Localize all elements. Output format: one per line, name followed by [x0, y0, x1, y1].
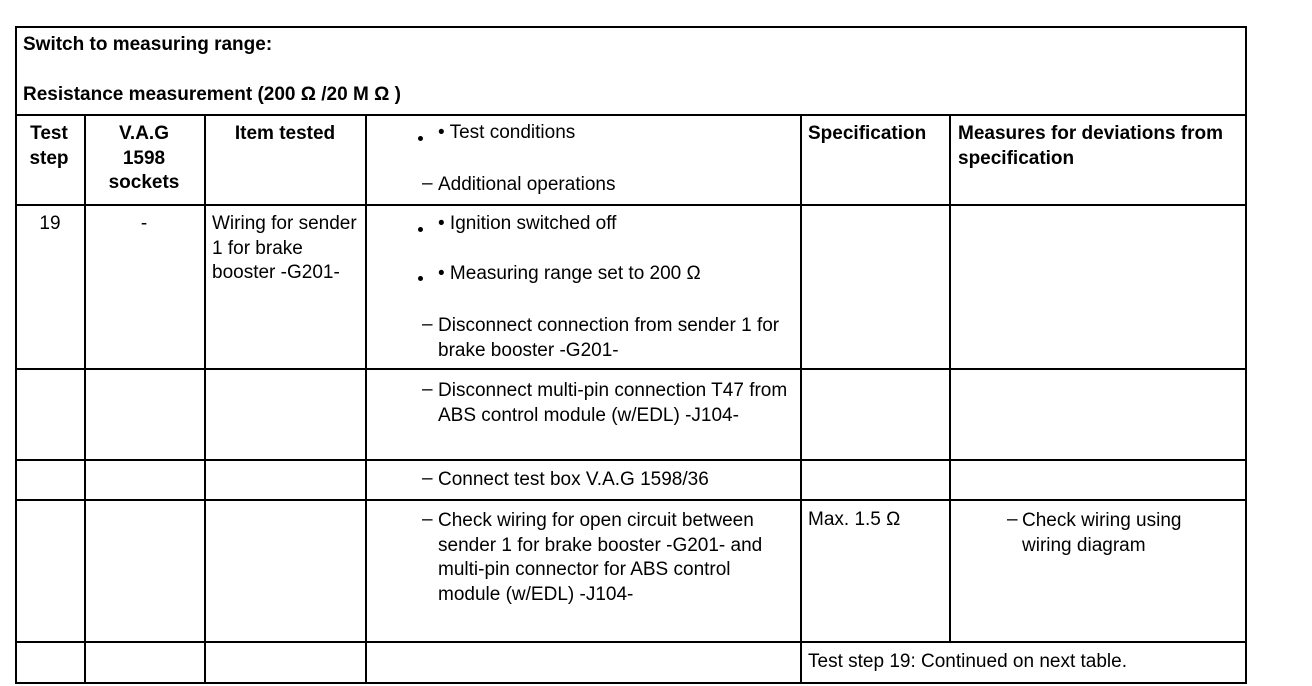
row1-condition-1: • Ignition switched off [438, 213, 617, 234]
header-sockets: V.A.G 1598 sockets [108, 123, 180, 193]
header-measures: Measures for deviations from specification [958, 123, 1224, 169]
row1-condition-2: • Measuring range set to 200 Ω [438, 263, 701, 284]
row2-operation: Disconnect multi-pin connection T47 from ABS control module (w/EDL) -J104- [438, 380, 788, 426]
row1-item-tested: Wiring for sender 1 for brake booster -G201- [212, 213, 357, 283]
column-divider [365, 114, 367, 684]
bullet-dot [418, 227, 423, 232]
header-additional-operations: Additional operations [438, 174, 616, 195]
divider [15, 641, 1247, 643]
continued-note: Test step 19: Continued on next table. [808, 651, 1127, 672]
column-divider [949, 114, 951, 642]
bullet-dot [418, 276, 423, 281]
row1-operation: Disconnect connection from sender 1 for brake booster -G201- [438, 315, 780, 361]
divider [15, 368, 1247, 370]
row4-specification: Max. 1.5 Ω [808, 509, 901, 530]
divider [15, 204, 1247, 206]
resistance-measurement-heading: Resistance measurement (200 Ω /20 M Ω ) [23, 84, 401, 105]
column-divider [84, 114, 86, 684]
divider [15, 499, 1247, 501]
divider [15, 114, 1247, 116]
dash-marker: – [422, 509, 433, 530]
header-test-conditions: • Test conditions [438, 122, 576, 143]
dash-marker: – [1007, 509, 1018, 530]
row4-measures: Check wiring using wiring diagram [1022, 510, 1182, 556]
column-divider [204, 114, 206, 684]
row4-operation: Check wiring for open circuit between sender 1 for brake booster -G201- and multi-pin connector for ABS control module (w/EDL) -J104- [438, 510, 763, 605]
row1-sockets: - [140, 213, 148, 234]
measuring-range-heading: Switch to measuring range: [23, 34, 273, 55]
bullet-dot [418, 136, 423, 141]
header-specification: Specification [808, 123, 927, 144]
dash-marker: – [422, 173, 433, 194]
header-test-step: Test step [29, 123, 69, 169]
row1-test-step: 19 [39, 213, 61, 234]
header-item-tested: Item tested [234, 123, 336, 144]
divider [15, 459, 1247, 461]
dash-marker: – [422, 468, 433, 489]
column-divider [800, 114, 802, 684]
dash-marker: – [422, 314, 433, 335]
dash-marker: – [422, 379, 433, 400]
row3-operation: Connect test box V.A.G 1598/36 [438, 469, 709, 490]
